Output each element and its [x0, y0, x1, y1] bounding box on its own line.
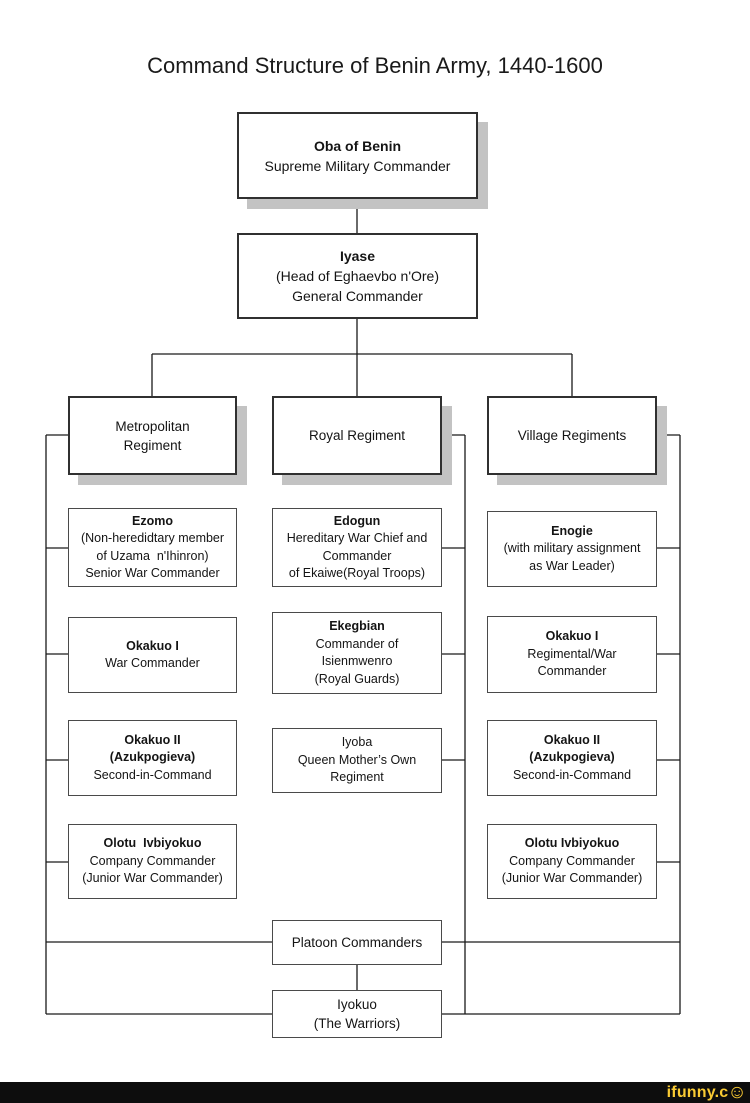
ifunny-watermark	[667, 1082, 750, 1103]
node-text-line: Queen Mother’s Own	[297, 752, 417, 767]
watermark-text: ifunny.c	[666, 1084, 729, 1101]
node-text-line: (The Warriors)	[313, 1016, 401, 1031]
node-text-line: Iyase	[339, 248, 376, 264]
node-ezomo	[68, 508, 237, 587]
node-royal-regiment	[272, 396, 442, 475]
node-text-line: as War Leader)	[529, 558, 615, 573]
node-text-line: Okakuo II	[543, 732, 601, 747]
node-text-line: Platoon Commanders	[291, 935, 423, 950]
node-oba-of-benin	[237, 112, 478, 199]
node-text-line: Hereditary War Chief and	[286, 531, 428, 545]
node-platoon-commanders	[272, 920, 442, 965]
node-iyoba	[272, 728, 442, 793]
smiley-icon: ☺	[727, 1082, 747, 1103]
node-text-line: Company Commander	[509, 853, 635, 868]
node-text-line: Enogie	[551, 523, 593, 538]
node-text-line: of Uzama n'Ihinron)	[96, 548, 209, 563]
node-text-line: Second-in-Command	[512, 767, 632, 782]
node-text-line: Village Regiments	[517, 428, 627, 443]
node-text-line: Ezomo	[132, 513, 173, 528]
node-text-line: (Head of Eghaevbo n'Ore)	[276, 268, 439, 284]
node-text-line: Regimental/War	[527, 646, 617, 661]
node-text-line: General Commander	[292, 288, 423, 304]
node-text-line: (Royal Guards)	[314, 671, 400, 686]
node-text-line: Olotu Ivbiyokuo	[524, 836, 620, 851]
node-village-regiments	[487, 396, 657, 475]
node-enogie	[487, 511, 657, 587]
watermark-bar	[0, 1082, 750, 1103]
node-text-line: Oba of Benin	[313, 137, 402, 154]
node-text-line: (Azukpogieva)	[529, 750, 615, 765]
node-text-line: (Junior War Commander)	[501, 871, 643, 886]
node-olotu-ivbiyokuo-village	[487, 824, 657, 899]
node-text-line: Second-in-Command	[93, 767, 212, 782]
node-text-line: Okakuo I	[126, 638, 179, 653]
node-edogun	[272, 508, 442, 587]
node-text-line: Isienmwenro	[321, 654, 393, 668]
node-text-line: Iyokuo	[337, 997, 377, 1012]
node-text-line: Iyoba	[341, 735, 373, 750]
node-text-line: Okakuo II	[124, 732, 181, 747]
node-text-line: War Commander	[105, 656, 200, 670]
node-okakuo-ii-metropolitan	[68, 720, 237, 796]
node-text-line: of Ekaiwe(Royal Troops)	[288, 566, 426, 580]
node-ekegbian	[272, 612, 442, 694]
node-text-line: Ekegbian	[329, 619, 385, 633]
node-text-line: (Junior War Commander)	[82, 871, 223, 886]
node-okakuo-i-village	[487, 616, 657, 693]
node-text-line: (Non-heredidtary member	[80, 531, 225, 545]
node-text-line: Edogun	[333, 513, 381, 528]
node-okakuo-ii-village	[487, 720, 657, 796]
node-text-line: Metropolitan	[115, 418, 190, 434]
node-text-line: Olotu Ivbiyokuo	[103, 836, 202, 851]
node-text-line: Company Commander	[89, 853, 216, 868]
node-metropolitan-regiment	[68, 396, 237, 475]
node-okakuo-i-metropolitan	[68, 617, 237, 693]
node-text-line: Commander	[537, 664, 607, 679]
node-text-line: (Azukpogieva)	[109, 750, 196, 765]
node-text-line: Commander of	[315, 636, 399, 651]
chart-title: Command Structure of Benin Army, 1440-1600	[147, 53, 603, 78]
node-text-line: (with military assignment	[503, 541, 641, 556]
node-text-line: Royal Regiment	[308, 428, 406, 443]
node-text-line: Regiment	[330, 770, 384, 785]
node-olotu-ivbiyokuo-metropolitan	[68, 824, 237, 899]
node-text-line: Commander	[322, 548, 392, 563]
node-text-line: Supreme Military Commander	[264, 157, 451, 174]
node-text-line: Okakuo I	[545, 629, 599, 644]
node-text-line: Senior War Commander	[85, 566, 220, 580]
node-text-line: Regiment	[123, 437, 182, 453]
node-iyase	[237, 233, 478, 319]
node-iyokuo-the-warriors	[272, 990, 442, 1038]
